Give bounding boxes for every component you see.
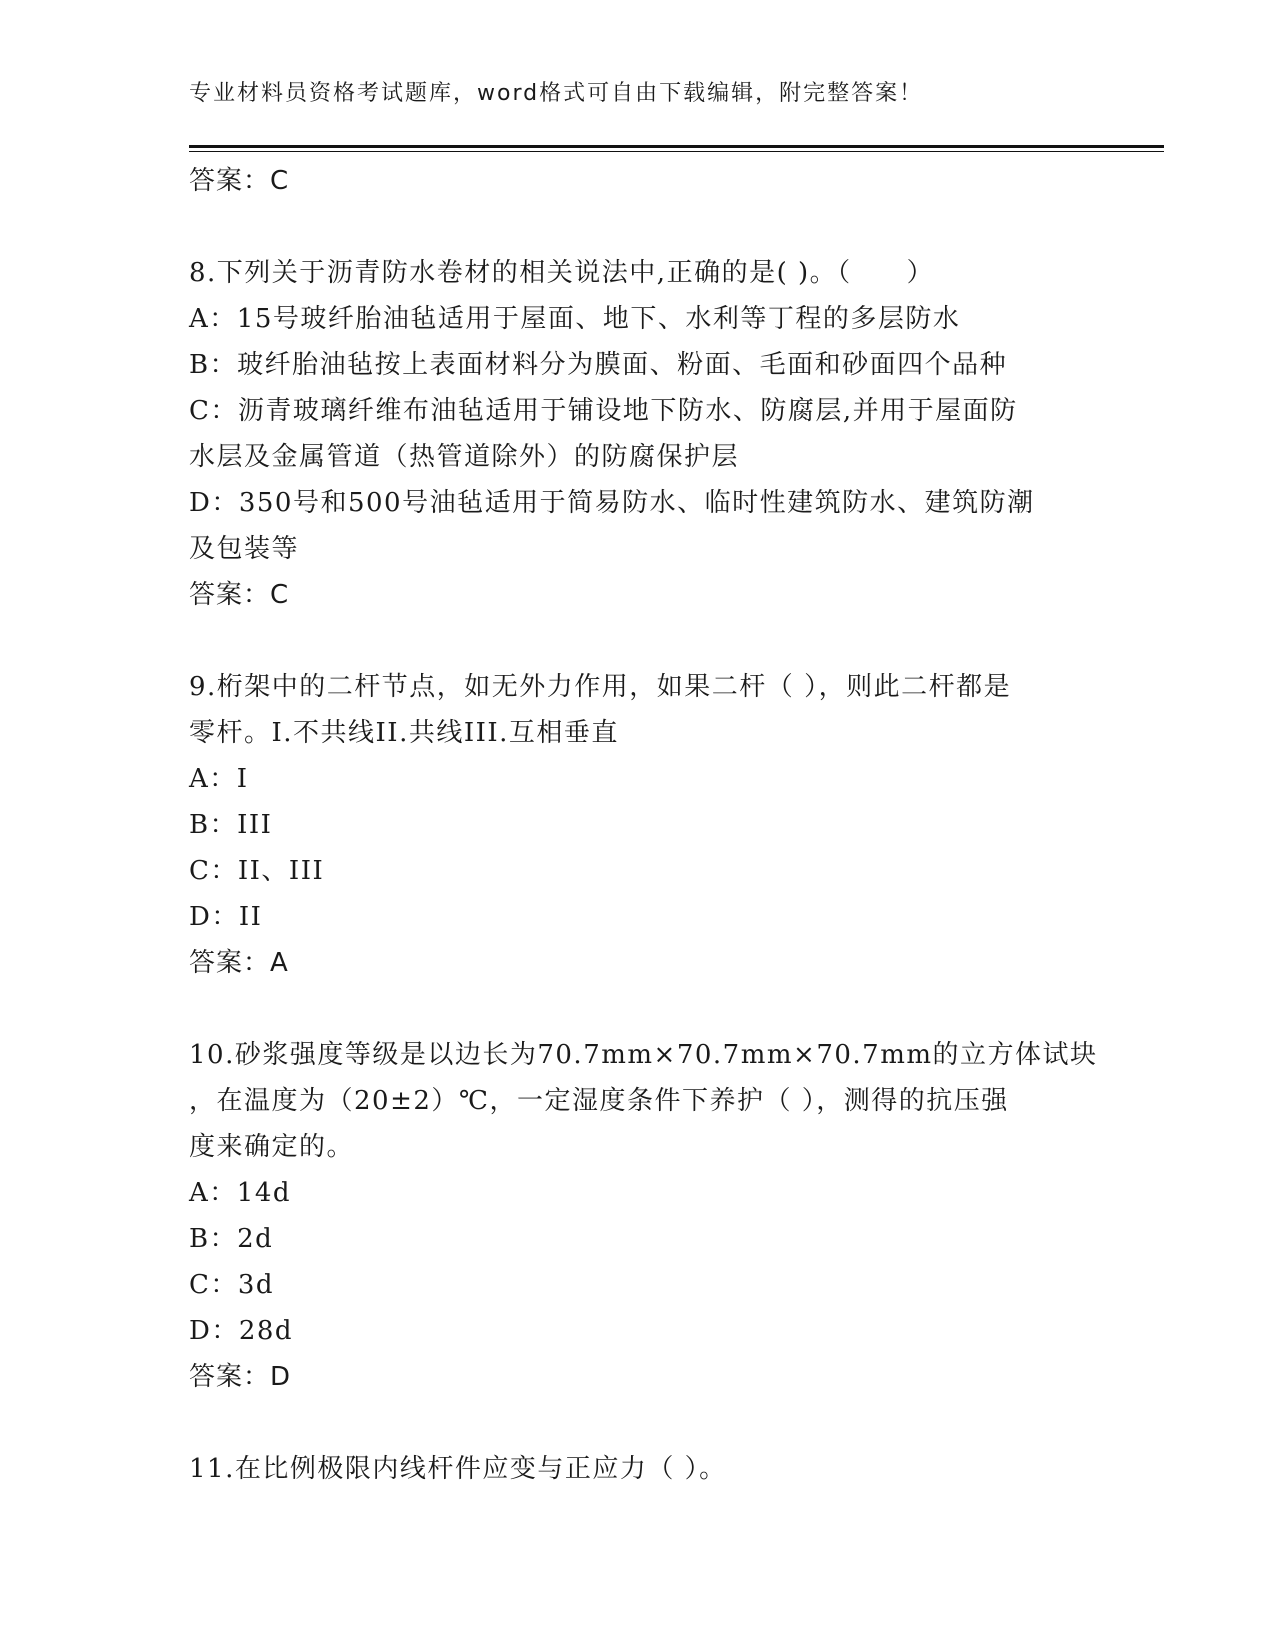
answer-line: 答案：C xyxy=(189,580,290,610)
option-c-continued: 水层及金属管道（热管道除外）的防腐保护层 xyxy=(189,442,740,472)
answer-line: 答案：D xyxy=(189,1362,292,1392)
option-b: B：玻纤胎油毡按上表面材料分为膜面、粉面、毛面和砂面四个品种 xyxy=(189,350,1008,380)
document-body xyxy=(189,158,1098,1492)
question-text-continued: 零杆。I.不共线II.共线III.互相垂直 xyxy=(189,718,619,748)
answer-line: 答案：C xyxy=(189,166,290,196)
header-divider-thick xyxy=(189,145,1164,148)
spacer xyxy=(189,1400,1089,1446)
answer-line: 答案：A xyxy=(189,948,289,978)
option-d-continued: 及包装等 xyxy=(189,534,300,564)
option-d: D：II xyxy=(189,902,263,932)
question-text: 10.砂浆强度等级是以边长为70.7mm×70.7mm×70.7mm的立方体试块 xyxy=(189,1040,1098,1070)
question-block xyxy=(189,664,1089,986)
question-block xyxy=(189,1032,1098,1400)
option-d: D：28d xyxy=(189,1316,294,1346)
option-b: B：III xyxy=(189,810,273,840)
option-c: C：II、III xyxy=(189,856,325,886)
option-c: C：沥青玻璃纤维布油毡适用于铺设地下防水、防腐层,并用于屋面防 xyxy=(189,396,1018,426)
question-text: 9.桁架中的二杆节点，如无外力作用，如果二杆（ ），则此二杆都是 xyxy=(189,672,1012,702)
option-a: A：14d xyxy=(189,1178,292,1208)
option-d: D：350号和500号油毡适用于简易防水、临时性建筑防水、建筑防潮 xyxy=(189,488,1035,518)
option-a: A：15号玻纤胎油毡适用于屋面、地下、水利等丁程的多层防水 xyxy=(189,304,961,334)
option-b: B：2d xyxy=(189,1224,274,1254)
page-header: 专业材料员资格考试题库，word格式可自由下载编辑，附完整答案！ xyxy=(189,81,924,106)
question-text-continued: ，在温度为（20±2）℃，一定湿度条件下养护（ ），测得的抗压强 xyxy=(189,1086,1009,1116)
option-c: C：3d xyxy=(189,1270,275,1300)
question-block xyxy=(189,250,1089,618)
option-a: A：I xyxy=(189,764,249,794)
question-text: 11.在比例极限内线杆件应变与正应力（ ）。 xyxy=(189,1454,727,1484)
question-text-continued: 度来确定的。 xyxy=(189,1132,355,1162)
spacer xyxy=(189,986,1089,1032)
question-text: 8.下列关于沥青防水卷材的相关说法中,正确的是( )。（ ） xyxy=(189,258,935,288)
header-divider-thin xyxy=(189,151,1164,152)
spacer xyxy=(189,618,1089,664)
spacer xyxy=(189,204,1089,250)
question-block xyxy=(189,1446,1089,1492)
